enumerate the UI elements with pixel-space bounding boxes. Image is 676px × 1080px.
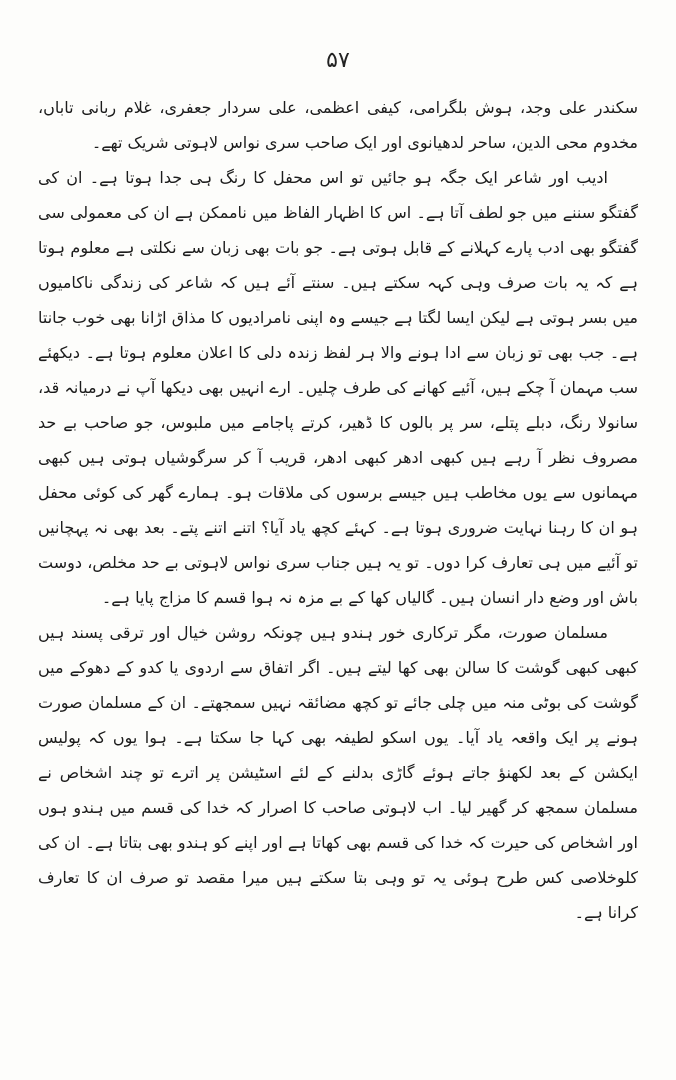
paragraph-1: سکندر علی وجد، ہوش بلگرامی، کیفی اعظمی، علی سردار جعفری، غلام ربانی تاباں، مخدوم محی الدین، ساحر لدھیانوی اور ایک صاحب سری نواس لاہوتی شریک تھے۔ [38, 98, 638, 152]
paragraph-3: مسلمان صورت، مگر ترکاری خور ہندو ہیں چونکہ روشن خیال اور ترقی پسند ہیں کبھی کبھی گوشت کا سالن بھی کھا لیتے ہیں۔ اگر اتفاق سے اردوی یا کدو کے دھوکے میں گوشت کی بوٹی منہ میں چلی جائے تو کچھ مضائقہ نہیں سمجھتے۔ ان کے مسلمان صورت ہونے پر ایک واقعہ یاد آیا۔ یوں اسکو لطیفہ بھی کہا جا سکتا ہے۔ ہوا یوں کہ پولیس ایکشن کے بعد لکھنؤ جاتے ہوئے گاڑی بدلنے کے لئے اسٹیشن پر اترے تو چند اشخاص نے مسلمان سمجھ کر گھیر لیا۔ اب لاہوتی صاحب کا اصرار کہ خدا کی قسم میں ہندو ہوں اور اشخاص کی حیرت کہ خدا کی قسم بھی کھاتا ہے اور اپنے کو ہندو بھی بتاتا ہے۔ ان کی کلوخلاصی کس طرح ہوئی یہ تو وہی بتا سکتے ہیں میرا مقصد تو صرف ان کا تعارف کرانا ہے۔ [38, 623, 638, 922]
paragraph-2: ادیب اور شاعر ایک جگہ ہو جائیں تو اس محفل کا رنگ ہی جدا ہوتا ہے۔ ان کی گفتگو سننے میں جو لطف آتا ہے۔ اس کا اظہار الفاظ میں ناممکن ہے ان کی معمولی سی گفتگو بھی ادب پارے کہلانے کے قابل ہوتی ہے۔ جو بات بھی زبان سے نکلتی ہے معلوم ہوتا ہے کہ یہ بات صرف وہی کہہ سکتے ہیں۔ سنتے آئے ہیں کہ شاعر کی زندگی ناکامیوں میں بسر ہوتی ہے لیکن ایسا لگتا ہے جیسے وہ اپنی نامرادیوں کا مذاق اڑانا بھی خوب جانتا ہے۔ جب بھی تو زبان سے ادا ہونے والا ہر لفظ زندہ دلی کا اعلان معلوم ہوتا ہے۔ دیکھئے سب مہمان آ چکے ہیں، آئیے کھانے کی طرف چلیں۔ ارے انہیں بھی دیکھا آپ نے درمیانہ قد، سانولا رنگ، دبلے پتلے، سر پر بالوں کا ڈھیر، کرتے پاجامے میں ملبوس، جو صاحب بے حد مصروف نظر آ رہے ہیں کبھی ادھر کبھی ادھر، قریب آ کر سرگوشیاں ہوتی ہیں کبھی مہمانوں سے یوں مخاطب ہیں جیسے برسوں کی ملاقات ہو۔ ہمارے گھر کی کوئی محفل ہو ان کا رہنا نہایت ضروری ہوتا ہے۔ کہئے کچھ یاد آیا؟ اتنے اتنے پتے۔ بعد بھی نہ پہچانیں تو آئیے میں ہی تعارف کرا دوں۔ تو یہ ہیں جناب سری نواس لاہوتی بے حد مخلص، دوست باش اور وضع دار انسان ہیں۔ گالیاں کھا کے بے مزہ نہ ہوا قسم کا مزاج پایا ہے۔ [38, 168, 638, 607]
body-text [38, 90, 638, 930]
page-number: ۵۷ [326, 48, 350, 73]
